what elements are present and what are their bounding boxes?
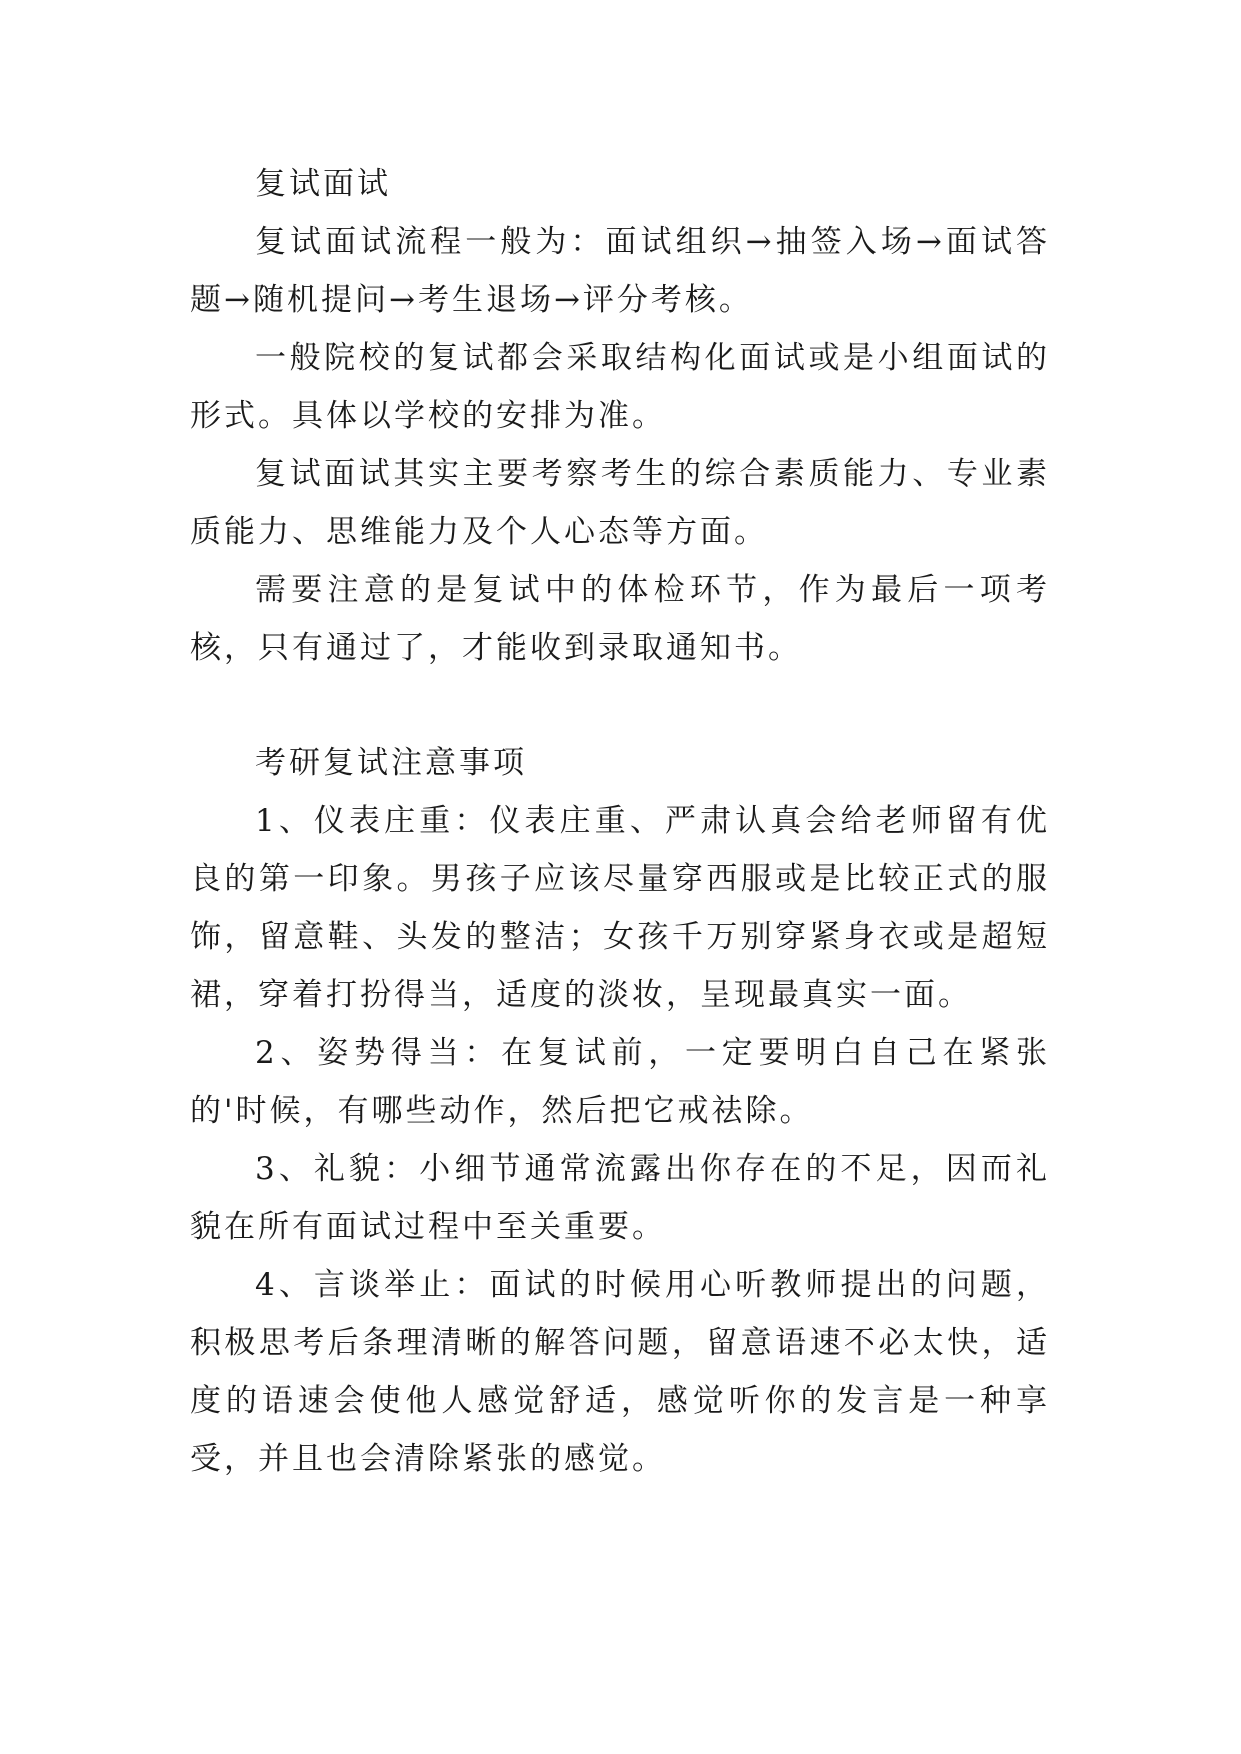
paragraph-interview-process: 复试面试流程一般为：面试组织→抽签入场→面试答题→随机提问→考生退场→评分考核。: [190, 224, 1050, 318]
section-spacer: [190, 677, 1050, 734]
paragraph-interview-assessment: 复试面试其实主要考察考生的综合素质能力、专业素质能力、思维能力及个人心态等方面。: [190, 456, 1050, 550]
document-body: [190, 155, 1050, 1488]
paragraph-note-speech: 4、言谈举止：面试的时候用心听教师提出的问题，积极思考后条理清晰的解答问题，留意语速不必太快，适度的语速会使他人感觉舒适，感觉听你的发言是一种享受，并且也会清除紧张的感觉。: [190, 1267, 1050, 1477]
paragraph-interview-format: 一般院校的复试都会采取结构化面试或是小组面试的形式。具体以学校的安排为准。: [190, 340, 1050, 434]
paragraph-medical-check: 需要注意的是复试中的体检环节，作为最后一项考核，只有通过了，才能收到录取通知书。: [190, 572, 1050, 666]
paragraph-note-appearance: 1、仪表庄重：仪表庄重、严肃认真会给老师留有优良的第一印象。男孩子应该尽量穿西服或是比较正式的服饰，留意鞋、头发的整洁；女孩千万别穿紧身衣或是超短裙，穿着打扮得当，适度的淡妆，呈现最真实一面。: [190, 803, 1050, 1013]
section-heading-interview: 复试面试: [255, 166, 391, 202]
paragraph-note-manners: 3、礼貌：小细节通常流露出你存在的不足，因而礼貌在所有面试过程中至关重要。: [190, 1151, 1050, 1245]
section-heading-notes: 考研复试注意事项: [255, 745, 527, 781]
paragraph-note-posture: 2、姿势得当：在复试前，一定要明白自己在紧张的'时候，有哪些动作，然后把它戒祛除。: [190, 1035, 1050, 1129]
